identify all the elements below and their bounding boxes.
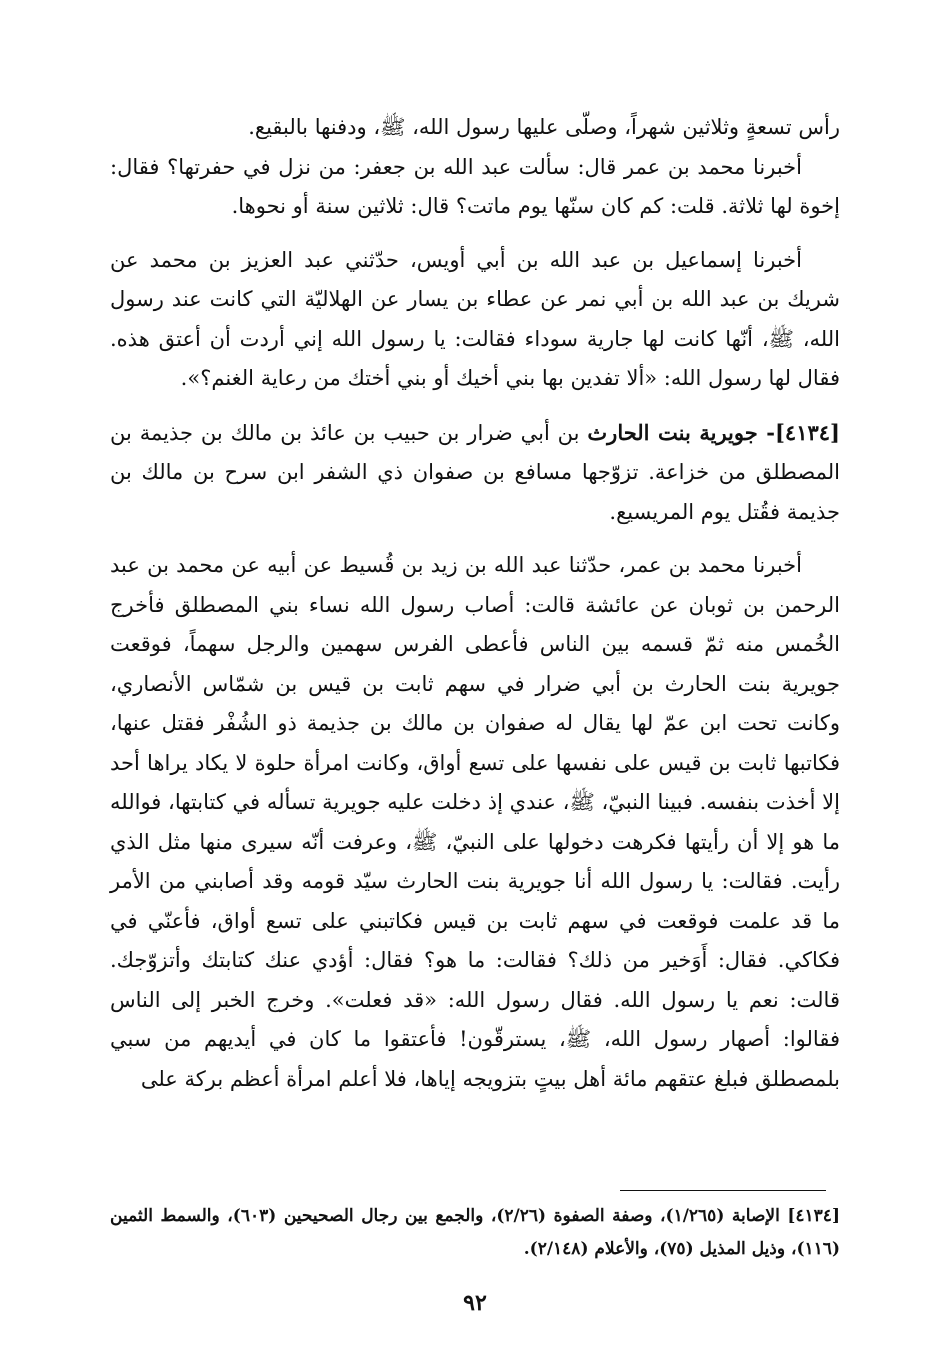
paragraph-3: أخبرنا إسماعيل بن عبد الله بن أبي أويس، حدّثني عبد العزيز بن محمد عن شريك بن عبد الله بن أبي نمر عن عطاء بن يسار عن الهلاليّة التي كانت عند رسول الله، ﷺ، أنّها كانت لها جارية سوداء فقالت: يا رسول الله إني أردت أن أعتق هذه. فقال لها رسول الله: «ألا تفدين بها بني أخيك أو بني أختك من رعاية الغنم؟».: [110, 247, 840, 390]
paragraph-2: أخبرنا محمد بن عمر قال: سألت عبد الله بن جعفر: من نزل في حفرتها؟ فقال: إخوة لها ثلاثة. قلت: كم كان سنّها يوم ماتت؟ قال: ثلاثين سنة أو نحوها.: [110, 154, 840, 218]
page-number: ٩٢: [463, 1290, 487, 1316]
paragraph-5: أخبرنا محمد بن عمر، حدّثنا عبد الله بن زيد بن قُسيط عن أبيه عن محمد بن عبد الرحمن بن ثوبان عن عائشة قالت: أصاب رسول الله نساء بني المصطلق فأخرج الخُمس منه ثمّ قسمه بين الناس فأعطى الفرس سهمين والرجل سهماً، فوقعت جويرية بنت الحارث بن أبي ضرار في سهم ثابت بن قيس بن شمّاس الأنصاري، وكانت تحت ابن عمّ لها يقال له صفوان بن مالك بن جذيمة ذو الشُفْر فقتل عنها، فكاتبها ثابت بن قيس على نفسها على تسع أواق، وكانت امرأة حلوة لا يكاد يراها أحد إلا أخذت بنفسه. فبينا النبيّ، ﷺ، عندي إذ دخلت عليه جويرية تسأله في كتابتها، فوالله ما هو إلا أن رأيتها فكرهت دخولها على النبيّ، ﷺ، وعرفت أنّه سيرى منها مثل الذي رأيت. فقالت: يا رسول الله أنا جويرية بنت الحارث سيّد قومه وقد أصابني من الأمر ما قد علمت فوقعت في سهم ثابت بن قيس فكاتبني على تسع أواق، فأعنّي في فكاكي. فقال: أَوَخير من ذلك؟ فقالت: ما هو؟ فقال: أؤدي عنك كتابتك وأتزوّجك. قالت: نعم يا رسول الله. فقال رسول الله: «قد فعلت». وخرج الخبر إلى الناس فقالوا: أصهار رسول الله، ﷺ، يسترقّون! فأعتقوا ما كان في أيديهم من سبي بلمصطلق فبلغ عتقهم مائة أهل بيتٍ بتزويجه إياها، فلا أعلم امرأة أعظم بركة على: [110, 553, 840, 1091]
entry-number: [٤١٣٤]: [774, 419, 840, 445]
entry-name: - جويرية بنت الحارث: [587, 419, 775, 445]
page-body: [110, 108, 840, 1099]
paragraph-1: رأس تسعةٍ وثلاثين شهراً، وصلّى عليها رسول الله، ﷺ، ودفنها بالبقيع.: [248, 115, 840, 139]
entry-continuation: جذيمة بن المصطلق من خزاعة. تزوّجها مسافع بن صفوان ذي الشفر ابن سرح بن مالك بن جذيمة فقُتل يوم المريسيع.: [110, 420, 840, 524]
entry-lineage: بن أبي ضرار بن حبيب بن عائذ بن مالك بن: [200, 420, 588, 445]
footnotes: [110, 1190, 840, 1266]
footnote-text: [٤١٣٤] الإصابة (١/٢٦٥)، وصفة الصفوة (٢/٢٦)، والجمع بين رجال الصحيحين (٦٠٣)، والسمط الثمين (١١٦)، وذيل المذيل (٧٥)، والأعلام (٢/١٤٨).: [110, 1206, 840, 1259]
entry-heading: [110, 413, 840, 533]
